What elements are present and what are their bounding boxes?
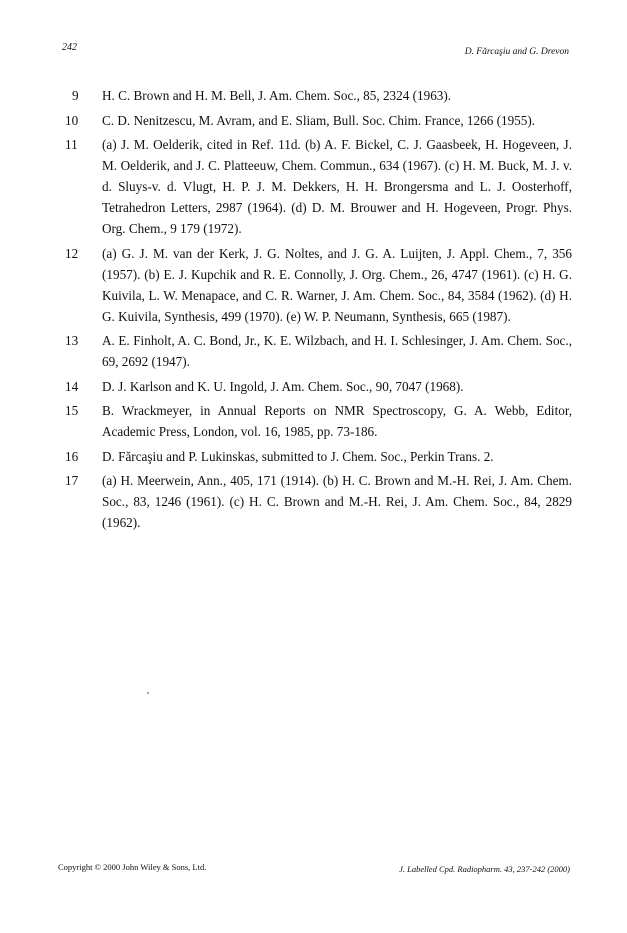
reference-list — [64, 85, 572, 537]
reference-text: (a) J. M. Oelderik, cited in Ref. 11d. (b) A. F. Bickel, C. J. Gaasbeek, H. Hogeveen, J. M. Oelderik, and J. C. Platteeuw, Chem. Commun., 634 (1967). (c) H. M. Buck, M. J. v. d. Sluys-v. d. Vlugt, H. P. J. M. Dekkers, H. H. Brongersma and L. J. Oosterhoff, Tetrahedron Letters, 2987 (1964). (d) D. M. Brouwer and H. Hogeveen, Progr. Phys. Org. Chem., 9 179 (1972). — [102, 137, 572, 236]
reference-text: D. J. Karlson and K. U. Ingold, J. Am. Chem. Soc., 90, 7047 (1968). — [102, 378, 464, 394]
reference-text: A. E. Finholt, A. C. Bond, Jr., K. E. Wilzbach, and H. I. Schlesinger, J. Am. Chem. Soc., 69, 2692 (1947). — [102, 333, 572, 369]
reference-text: D. Fărcaşiu and P. Lukinskas, submitted to J. Chem. Soc., Perkin Trans. 2. — [102, 448, 494, 464]
reference-number: 16 — [65, 448, 79, 464]
running-head: D. Fărcaşiu and G. Drevon — [464, 47, 569, 57]
reference-text: C. D. Nenitzescu, M. Avram, and E. Sliam, Bull. Soc. Chim. France, 1266 (1955). — [102, 112, 536, 128]
reference-item — [64, 400, 572, 442]
reference-text: H. C. Brown and H. M. Bell, J. Am. Chem. Soc., 85, 2324 (1963). — [102, 88, 452, 103]
stray-mark — [147, 692, 149, 694]
reference-item — [64, 243, 572, 327]
reference-number: 12 — [65, 245, 79, 261]
reference-text: B. Wrackmeyer, in Annual Reports on NMR Spectroscopy, G. A. Webb, Editor, Academic Press, London, vol. 16, 1985, pp. 73-186. — [102, 403, 572, 439]
page-number: 242 — [62, 42, 77, 53]
reference-number: 10 — [65, 112, 79, 128]
reference-item — [64, 376, 572, 397]
reference-text: (a) H. Meerwein, Ann., 405, 171 (1914). (b) H. C. Brown and M.-H. Rei, J. Am. Chem. Soc., 83, 1246 (1961). (c) H. C. Brown and M.-H. Rei, J. Am. Chem. Soc., 84, 2829 (1962). — [102, 473, 572, 530]
reference-number: 14 — [65, 378, 79, 394]
reference-number: 17 — [65, 473, 79, 488]
reference-number: 9 — [72, 88, 79, 103]
reference-number: 11 — [65, 137, 78, 152]
reference-item — [64, 134, 572, 239]
reference-item — [64, 470, 572, 533]
reference-item — [64, 330, 572, 372]
reference-item — [64, 85, 572, 106]
reference-item — [64, 110, 572, 131]
reference-number: 13 — [65, 333, 79, 348]
reference-number: 15 — [65, 403, 79, 418]
reference-text: (a) G. J. M. van der Kerk, J. G. Noltes, and J. G. A. Luijten, J. Appl. Chem., 7, 356 (1957). (b) E. J. Kupchik and R. E. Connolly, J. Org. Chem., 26, 4747 (1961). (c) H. G. Kuivila, L. W. Menapace, and C. R. Warner, J. Am. Chem. Soc., 84, 3584 (1962). (d) H. G. Kuivila, Synthesis, 499 (1970). (e) W. P. Neumann, Synthesis, 665 (1987). — [102, 245, 572, 324]
copyright-footer: Copyright © 2000 John Wiley & Sons, Ltd. — [58, 862, 207, 872]
reference-item — [64, 446, 572, 467]
journal-citation-footer: J. Labelled Cpd. Radiopharm. 43, 237-242 (2000) — [399, 864, 570, 874]
